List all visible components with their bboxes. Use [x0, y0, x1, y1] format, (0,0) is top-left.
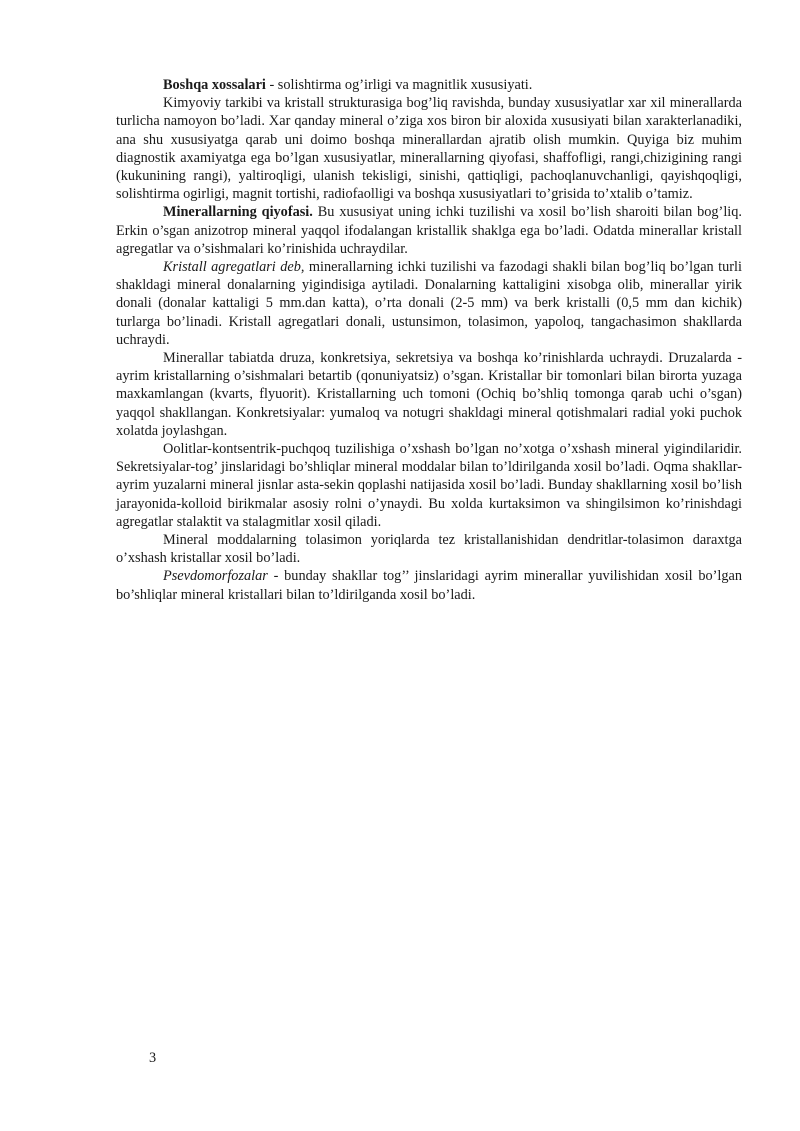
paragraph-lead: Kristall agregatlari deb,	[163, 259, 305, 276]
paragraph-text: Mineral moddalarning tolasimon yoriqlarda tez kristallanishidan dendritlar-tolasimon daraxtga o’xshash kristallar xosil bo’ladi.	[116, 532, 742, 567]
paragraph-dendrites	[116, 531, 742, 567]
paragraph-lead: Psevdomorfozalar	[163, 568, 268, 585]
paragraph-text: Kimyoviy tarkibi va kristall strukturasiga bog’liq ravishda, bunday xususiyatlar xar xil minerallarda turlicha namoyon bo’ladi. Xar qanday mineral o’ziga xos biron bir aloxida xususiyati bilan xarakterlanadiki, ana shu xususiyatga qarab uni doimo boshqa minerallardan ajratib olish mumkin. Quyiga biz muhim diagnostik axamiyatga ega bo’lgan xususiyatlar, minerallarning qiyofasi, shaffofligi, rangi,chizigining rangi (kukunining rangi), yaltiroqligi, ulanish tekisligi, sinishi, qattiqligi, pachoqlanuvchanligi, qayishqoqligi, solishtirma ogirligi, magnit tortishi, radiofaolligi va boshqa xususiyatlari to’grisida to’xtalib o’tamiz.	[116, 95, 742, 203]
page-number: 3	[149, 1050, 157, 1066]
paragraph-lead: Boshqa xossalari	[163, 77, 266, 93]
paragraph-text: Oolitlar-kontsentrik-puchqoq tuzilishiga o’xshash bo’lgan no’xotga o’xshash mineral yigindilaridir. Sekretsiyalar-tog’ jinslaridagi bo’shliqlar mineral moddalar bilan to’ldirilganda xosil bo’ladi. Oqma shakllar-ayrim yuzalarni mineral jisnlar asta-sekin qoplashi natijasida xosil bo’ladi. Bunday shakllarning xosil bo’lish jarayonida-kolloid birikmalar asosiy rolni o’ynaydi. Bu xolda kurtaksimon va shingilsimon ko’rinishdagi agregatlar stalaktit va stalagmitlar xosil qiladi.	[116, 441, 742, 530]
paragraph-text: Bu xususiyat uning ichki tuzilishi va xosil bo’lish sharoiti bilan bog’liq. Erkin o’sgan anizotrop mineral yaqqol ifodalangan kristallik shaklga ega bo’ladi. Odatda minerallar kristall agregatlar va o’sishmalari ko’rinishida uchraydilar.	[116, 204, 742, 257]
paragraph-crystal-aggregates	[116, 258, 742, 349]
paragraph-text: - solishtirma og’irligi va magnitlik xususiyati.	[265, 77, 533, 93]
page-body	[116, 76, 742, 604]
paragraph-lead: Minerallarning qiyofasi.	[163, 204, 313, 221]
paragraph-text: Minerallar tabiatda druza, konkretsiya, sekretsiya va boshqa ko’rinishlarda uchraydi. Druzalarda - ayrim kristallarning o’sishmalari betartib (qonuniyatsiz) o’sgan. Kristallar bir tomonlari bilan birorta yuzaga maxkamlangan (kvarts, flyuorit). Kristallarning uch tomoni (Ochiq bo’shliq tomonga qarab uchi o’sgan) yaqqol shakllangan. Konkretsiyalar: yumaloq va notugri shakldagi mineral qotishmalari radial yoki puchok xolatda joylashgan.	[116, 350, 742, 439]
paragraph-druses	[116, 349, 742, 440]
paragraph-oolites	[116, 440, 742, 531]
paragraph-text: - bunday shakllar tog’’ jinslaridagi ayrim minerallar yuvilishidan xosil bo’lgan bo’shliqlar mineral kristallari bilan to’ldirilganda xosil bo’ladi.	[116, 568, 742, 603]
paragraph-mineral-habit	[116, 203, 742, 258]
paragraph-other-properties	[116, 76, 742, 94]
paragraph-text: minerallarning ichki tuzilishi va fazodagi shakli bilan bog’liq bo’lgan turli shakldagi mineral donalarning yigindisiga aytiladi. Donalarning kattaligini xisobga olib, minerallar yirik donali (donalar kattaligi 5 mm.dan katta), o’rta donali (2-5 mm) va berk kristalli (0,5 mm dan kichik) turlarga bo’linadi. Kristall agregatlari donali, ustunsimon, tolasimon, yapoloq, tangachasimon shakllarda uchraydi.	[116, 259, 742, 348]
paragraph-pseudomorphs	[116, 567, 742, 603]
paragraph-chemical-composition	[116, 94, 742, 203]
